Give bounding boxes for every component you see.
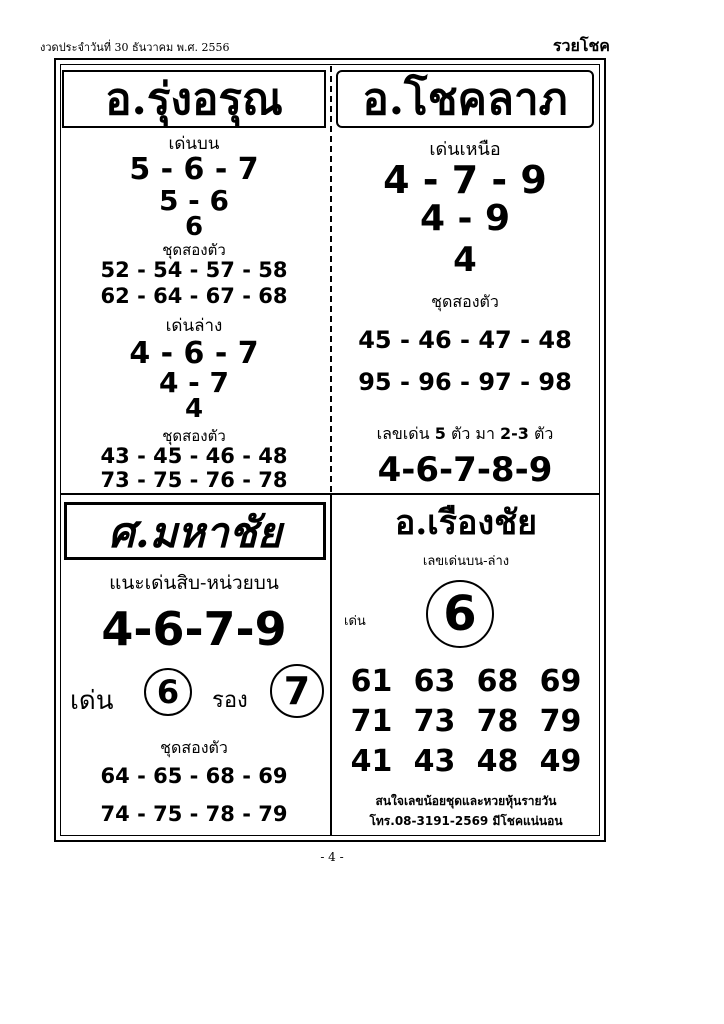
- rueang-chai-number: 41: [350, 744, 393, 779]
- rung-arun-pairs-bottom-2: 73 - 75 - 76 - 78: [100, 468, 288, 492]
- rung-arun-top-two: 5 - 6: [158, 184, 230, 217]
- chok-lap-note-n2: 2-3: [500, 424, 529, 443]
- chok-lap-note-prefix: เลขเด่น: [376, 424, 430, 443]
- mahachai-second-label: รอง: [212, 688, 248, 713]
- mahachai-pairs-2: 74 - 75 - 78 - 79: [100, 802, 288, 826]
- chok-lap-three: 4 - 7 - 9: [383, 158, 547, 202]
- rueang-chai-row-1: [340, 664, 592, 699]
- mahachai-second-digit: 7: [270, 664, 324, 718]
- rueang-chai-number: 73: [413, 704, 456, 739]
- rueang-chai-number: 78: [476, 704, 519, 739]
- mahachai-pairs-label: ชุดสองตัว: [160, 738, 228, 757]
- middle-divider: [60, 493, 600, 495]
- chok-lap-pairs-label: ชุดสองตัว: [431, 292, 499, 311]
- rueang-chai-number: 69: [539, 664, 582, 699]
- bottom-divider: [330, 494, 332, 836]
- publication-name: รวยโชค: [552, 36, 610, 55]
- rung-arun-title: อ.รุ่งอรุณ: [62, 70, 326, 128]
- rueang-chai-title: อ.เรืองชัย: [340, 500, 592, 546]
- issue-date: งวดประจำวันที่ 30 ธันวาคม พ.ศ. 2556: [40, 41, 230, 54]
- top-divider: [330, 66, 332, 492]
- mahachai-main-label: เด่น: [70, 686, 114, 716]
- chok-lap-note-suffix: ตัว: [534, 424, 554, 443]
- rung-arun-top-label: เด่นบน: [168, 134, 220, 154]
- rueang-chai-number: 61: [350, 664, 393, 699]
- rueang-chai-number: 68: [476, 664, 519, 699]
- chok-lap-note-n1: 5: [434, 424, 446, 443]
- rung-arun-pairs-label-1: ชุดสองตัว: [162, 241, 226, 259]
- mahachai-numbers: 4-6-7-9: [101, 602, 287, 656]
- rueang-chai-number: 71: [350, 704, 393, 739]
- rung-arun-pairs-top-1: 52 - 54 - 57 - 58: [100, 258, 288, 282]
- chok-lap-note: [336, 422, 594, 447]
- chok-lap-pairs-1: 45 - 46 - 47 - 48: [358, 326, 572, 354]
- rung-arun-top-one: 6: [184, 212, 204, 242]
- rung-arun-bottom-label: เด่นล่าง: [165, 316, 223, 336]
- rung-arun-bottom-one: 4: [184, 394, 204, 424]
- rueang-chai-promo-2: โทร.08-3191-2569 มีโชคแน่นอน: [369, 814, 563, 828]
- rung-arun-pairs-label-2: ชุดสองตัว: [162, 427, 226, 445]
- rung-arun-pairs-top-2: 62 - 64 - 67 - 68: [100, 284, 288, 308]
- rueang-chai-number: 63: [413, 664, 456, 699]
- chok-lap-top-label: เด่นเหนือ: [429, 139, 501, 160]
- rueang-chai-promo-1: สนใจเลขน้อยชุดและหวยหุ้นรายวัน: [375, 794, 557, 808]
- page-number: - 4 -: [320, 850, 344, 864]
- rueang-chai-number: 79: [539, 704, 582, 739]
- rueang-chai-main-label: เด่น: [344, 614, 366, 629]
- rung-arun-bottom-three: 4 - 6 - 7: [129, 336, 259, 371]
- mahachai-title: ศ.มหาชัย: [64, 502, 326, 560]
- rueang-chai-number: 43: [413, 744, 456, 779]
- rung-arun-pairs-bottom-1: 43 - 45 - 46 - 48: [100, 444, 288, 468]
- rueang-chai-number: 48: [476, 744, 519, 779]
- rueang-chai-subtitle: เลขเด่นบน-ล่าง: [422, 554, 510, 569]
- mahachai-pairs-1: 64 - 65 - 68 - 69: [100, 764, 288, 788]
- chok-lap-note-mid: ตัว มา: [450, 424, 495, 443]
- chok-lap-one: 4: [453, 240, 477, 280]
- chok-lap-two: 4 - 9: [419, 198, 511, 239]
- rueang-chai-number: 49: [539, 744, 582, 779]
- rueang-chai-main-digit: 6: [426, 580, 494, 648]
- chok-lap-title: อ.โชคลาภ: [336, 70, 594, 128]
- mahachai-main-digit: 6: [144, 668, 192, 716]
- mahachai-tip-label: แนะเด่นสิบ-หน่วยบน: [109, 572, 279, 594]
- rueang-chai-row-2: [340, 704, 592, 739]
- rueang-chai-row-3: [340, 744, 592, 779]
- chok-lap-five: 4-6-7-8-9: [377, 450, 553, 490]
- chok-lap-pairs-2: 95 - 96 - 97 - 98: [358, 368, 572, 396]
- rung-arun-bottom-two: 4 - 7: [158, 366, 230, 399]
- rung-arun-top-three: 5 - 6 - 7: [129, 152, 259, 187]
